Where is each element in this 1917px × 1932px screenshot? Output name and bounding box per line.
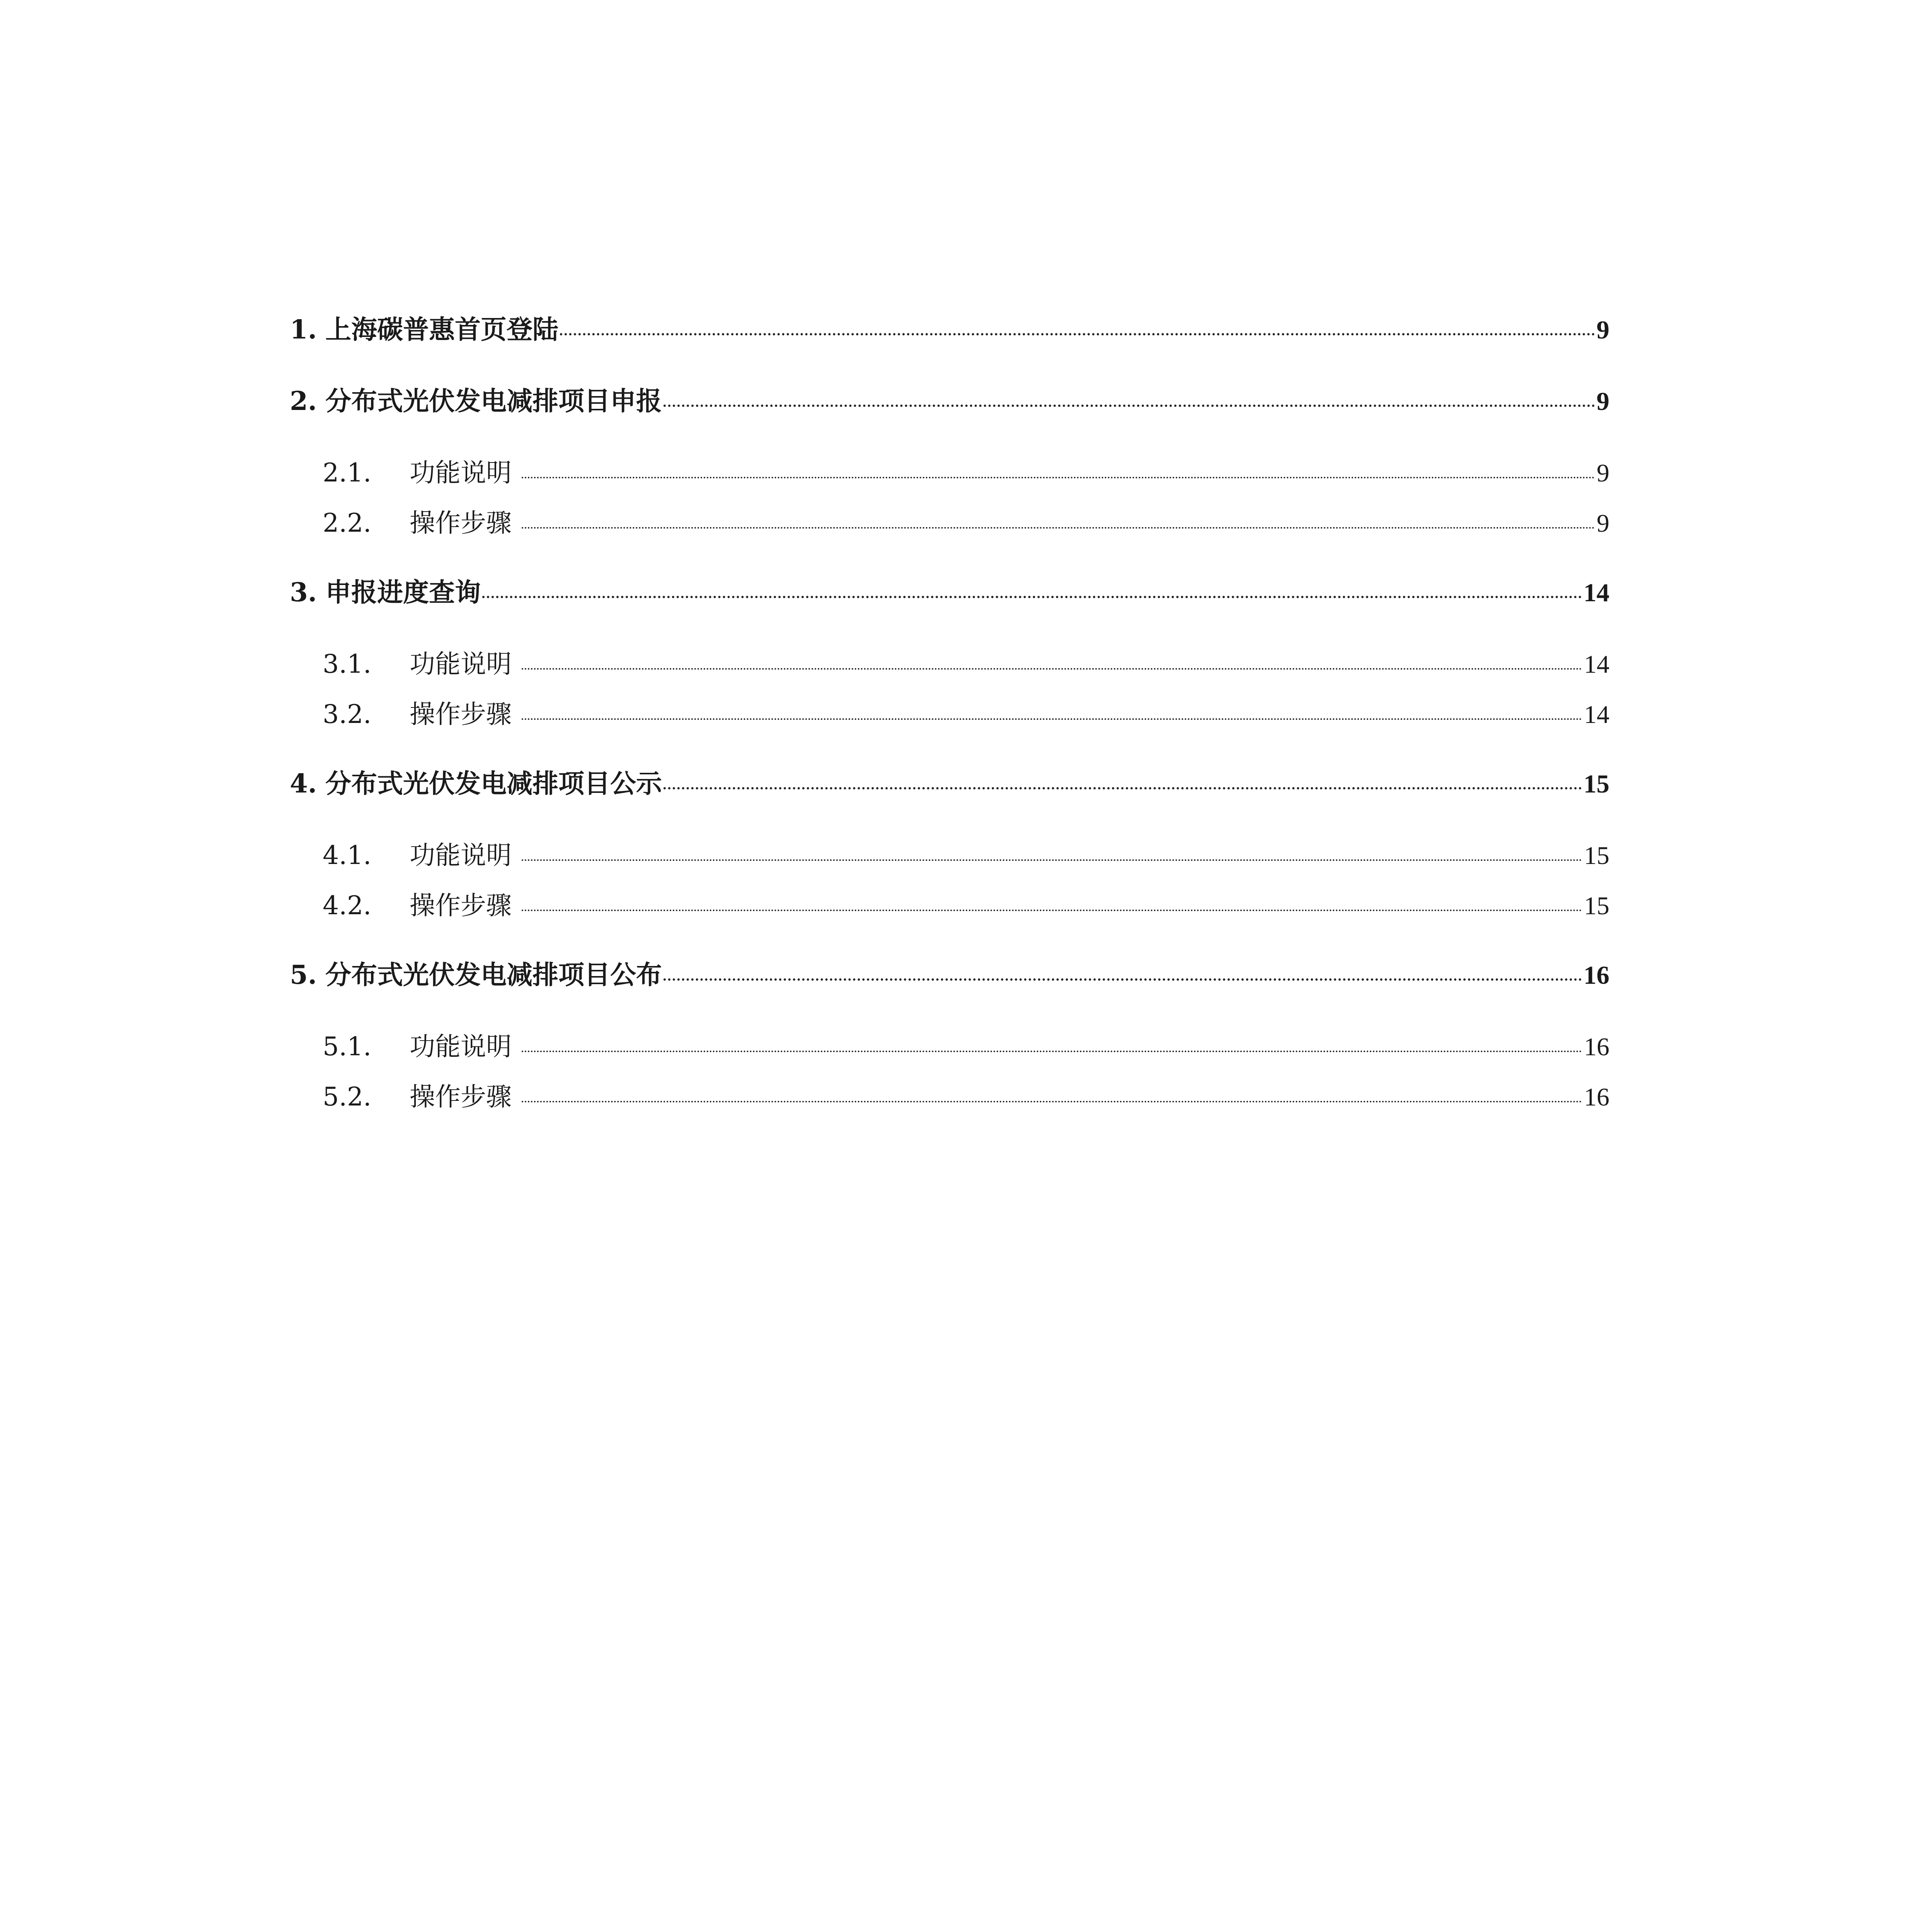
toc-entry-number: 5.1. (323, 1032, 371, 1061)
toc-entry-4[interactable] (290, 763, 1609, 800)
toc-entry-title: 上海碳普惠首页登陆 (325, 314, 558, 345)
toc-entry-number: 3. (290, 577, 317, 607)
dot-leader (522, 477, 1595, 478)
dot-leader (560, 333, 1595, 335)
toc-entry-title: 功能说明 (410, 1032, 512, 1061)
toc-entry-title: 分布式光伏发电减排项目公布 (325, 959, 662, 990)
toc-entry-number: 4.1. (323, 840, 371, 870)
toc-entry-number: 2.1. (323, 458, 371, 488)
toc-entry-5[interactable] (290, 954, 1609, 992)
toc-entry-page: 14 (1584, 578, 1609, 607)
toc-entry-title: 功能说明 (410, 840, 512, 870)
toc-entry-2-2[interactable] (323, 502, 1609, 539)
toc-entry-3[interactable] (290, 572, 1609, 609)
dot-leader (522, 668, 1582, 670)
toc-entry-page: 16 (1584, 961, 1609, 990)
dot-leader (522, 527, 1595, 529)
toc-entry-title: 功能说明 (410, 649, 512, 679)
toc-entry-page: 15 (1584, 842, 1609, 870)
dot-leader (522, 1101, 1582, 1102)
toc-entry-number: 3.1. (323, 649, 371, 679)
toc-entry-page: 15 (1584, 770, 1609, 798)
toc-entry-title: 功能说明 (410, 458, 512, 488)
toc-entry-5-2[interactable] (323, 1076, 1609, 1113)
toc-entry-page: 9 (1596, 387, 1609, 416)
toc-entry-3-2[interactable] (323, 694, 1609, 730)
toc-entry-page: 16 (1584, 1033, 1609, 1061)
toc-entry-3-1[interactable] (323, 643, 1609, 680)
toc-entry-number: 4.2. (323, 891, 371, 920)
toc-entry-number: 2. (290, 386, 317, 416)
toc-entry-number: 5.2. (323, 1082, 371, 1112)
toc-entry-page: 14 (1584, 650, 1609, 679)
dot-leader (522, 859, 1582, 861)
toc-entry-2-1[interactable] (323, 452, 1609, 489)
toc-entry-4-2[interactable] (323, 885, 1609, 922)
toc-entry-number: 4. (290, 768, 317, 799)
dot-leader (522, 910, 1582, 911)
dot-leader (663, 787, 1582, 789)
dot-leader (663, 405, 1595, 407)
toc-entry-title: 申报进度查询 (325, 577, 481, 607)
toc-entry-1[interactable] (290, 309, 1609, 346)
toc-entry-page: 14 (1584, 701, 1609, 729)
dot-leader (663, 978, 1582, 981)
toc-entry-number: 3.2. (323, 699, 371, 729)
dot-leader (522, 718, 1582, 720)
toc-entry-page: 9 (1596, 316, 1609, 344)
toc-entry-number: 1. (290, 314, 317, 345)
toc-entry-title: 操作步骤 (410, 508, 512, 538)
toc-entry-page: 16 (1584, 1083, 1609, 1111)
toc-entry-title: 分布式光伏发电减排项目申报 (325, 386, 662, 416)
toc-entry-page: 9 (1597, 509, 1609, 537)
toc-entry-title: 操作步骤 (410, 699, 512, 729)
toc-entry-title: 操作步骤 (410, 891, 512, 920)
toc-entry-number: 5. (290, 959, 317, 990)
toc-entry-5-1[interactable] (323, 1026, 1609, 1063)
toc-entry-4-1[interactable] (323, 835, 1609, 871)
dot-leader (522, 1051, 1582, 1052)
dot-leader (482, 596, 1582, 598)
toc-entry-page: 9 (1597, 459, 1609, 487)
toc-entry-page: 15 (1584, 892, 1609, 920)
toc-entry-2[interactable] (290, 381, 1609, 418)
toc-entry-title: 分布式光伏发电减排项目公示 (325, 768, 662, 799)
toc-entry-title: 操作步骤 (410, 1082, 512, 1112)
toc-entry-number: 2.2. (323, 508, 371, 538)
